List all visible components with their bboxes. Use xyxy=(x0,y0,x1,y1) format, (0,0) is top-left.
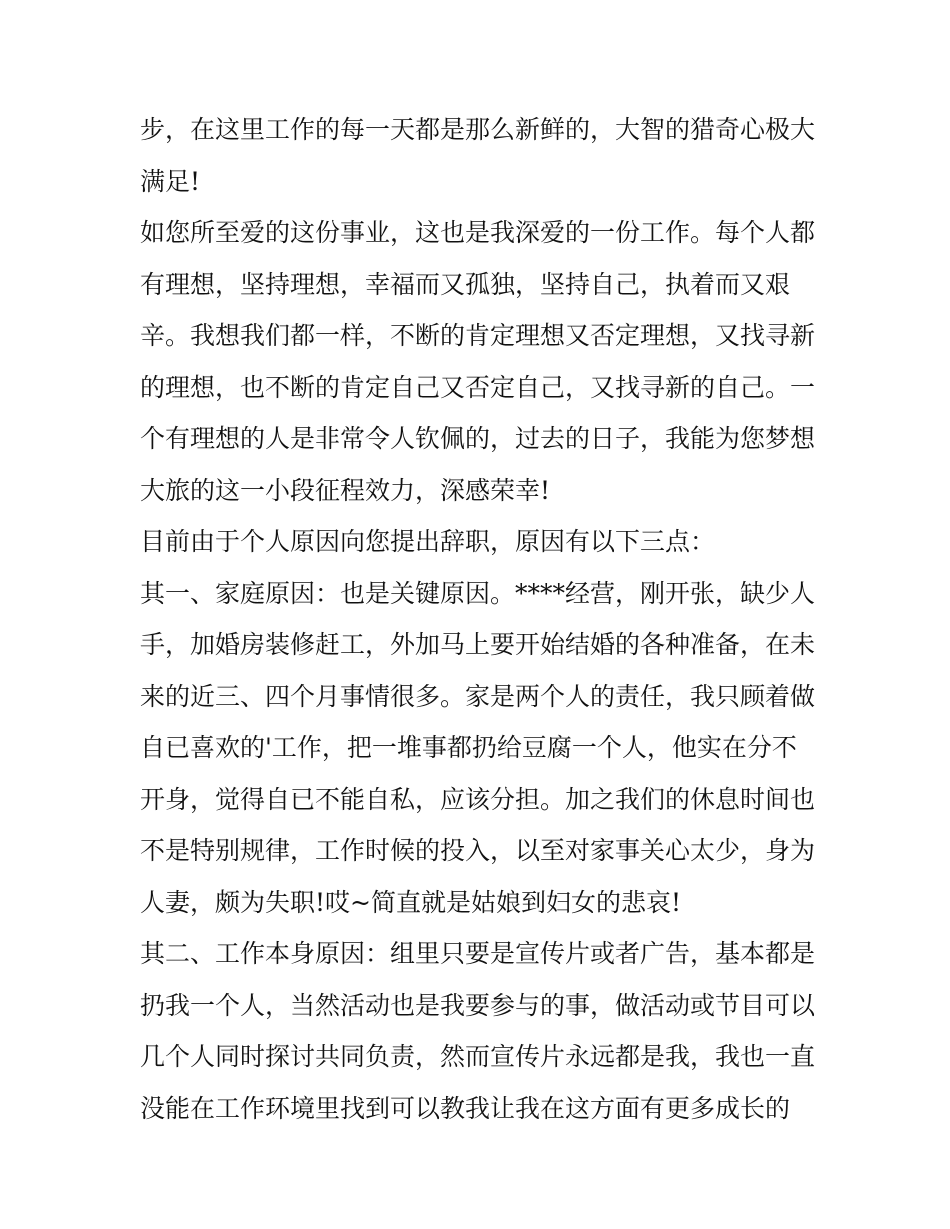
text-line: 如您所至爱的这份事业，这也是我深爱的一份工作。每个人都 xyxy=(140,218,816,247)
text-line: 个有理想的人是非常令人钦佩的，过去的日子，我能为您梦想 xyxy=(140,424,816,453)
text-line: 没能在工作环境里找到可以教我让我在这方面有更多成长的 xyxy=(140,1093,791,1123)
text-line: 大旅的这一小段征程效力，深感荣幸! xyxy=(140,475,551,505)
text-line: 来的近三、四个月事情很多。家是两个人的责任，我只顾着做 xyxy=(140,681,816,711)
text-line: 的理想，也不断的肯定自己又否定自己，又找寻新的自己。一 xyxy=(140,372,816,402)
text-line: 步，在这里工作的每一天都是那么新鲜的，大智的猎奇心极大 xyxy=(140,115,816,144)
text-line: 手，加婚房装修赶工，外加马上要开始结婚的各种准备，在未 xyxy=(140,630,816,659)
text-line: 辛。我想我们都一样，不断的肯定理想又否定理想，又找寻新 xyxy=(140,321,816,350)
text-line: 不是特别规律，工作时候的投入，以至对家事关心太少，身为 xyxy=(140,836,816,865)
text-line: 有理想，坚持理想，幸福而又孤独，坚持自己，执着而又艰 xyxy=(140,269,791,299)
text-line: 其一、家庭原因：也是关键原因。****经营，刚开张，缺少人 xyxy=(140,578,816,608)
text-line: 扔我一个人，当然活动也是我要参与的事，做活动或节目可以 xyxy=(140,990,816,1020)
text-line: 满足! xyxy=(140,166,201,196)
body-text xyxy=(140,104,820,1134)
text-line: 人妻，颇为失职!哎~简直就是姑娘到妇女的悲哀! xyxy=(140,887,682,917)
text-line: 开身，觉得自已不能自私，应该分担。加之我们的休息时间也 xyxy=(140,784,816,814)
text-line: 目前由于个人原因向您提出辞职，原因有以下三点： xyxy=(140,527,716,556)
text-line: 自已喜欢的'工作，把一堆事都扔给豆腐一个人，他实在分不 xyxy=(140,733,797,762)
text-line: 其二、工作本身原因：组里只要是宣传片或者广告，基本都是 xyxy=(140,939,816,968)
text-line: 几个人同时探讨共同负责，然而宣传片永远都是我，我也一直 xyxy=(140,1042,816,1071)
